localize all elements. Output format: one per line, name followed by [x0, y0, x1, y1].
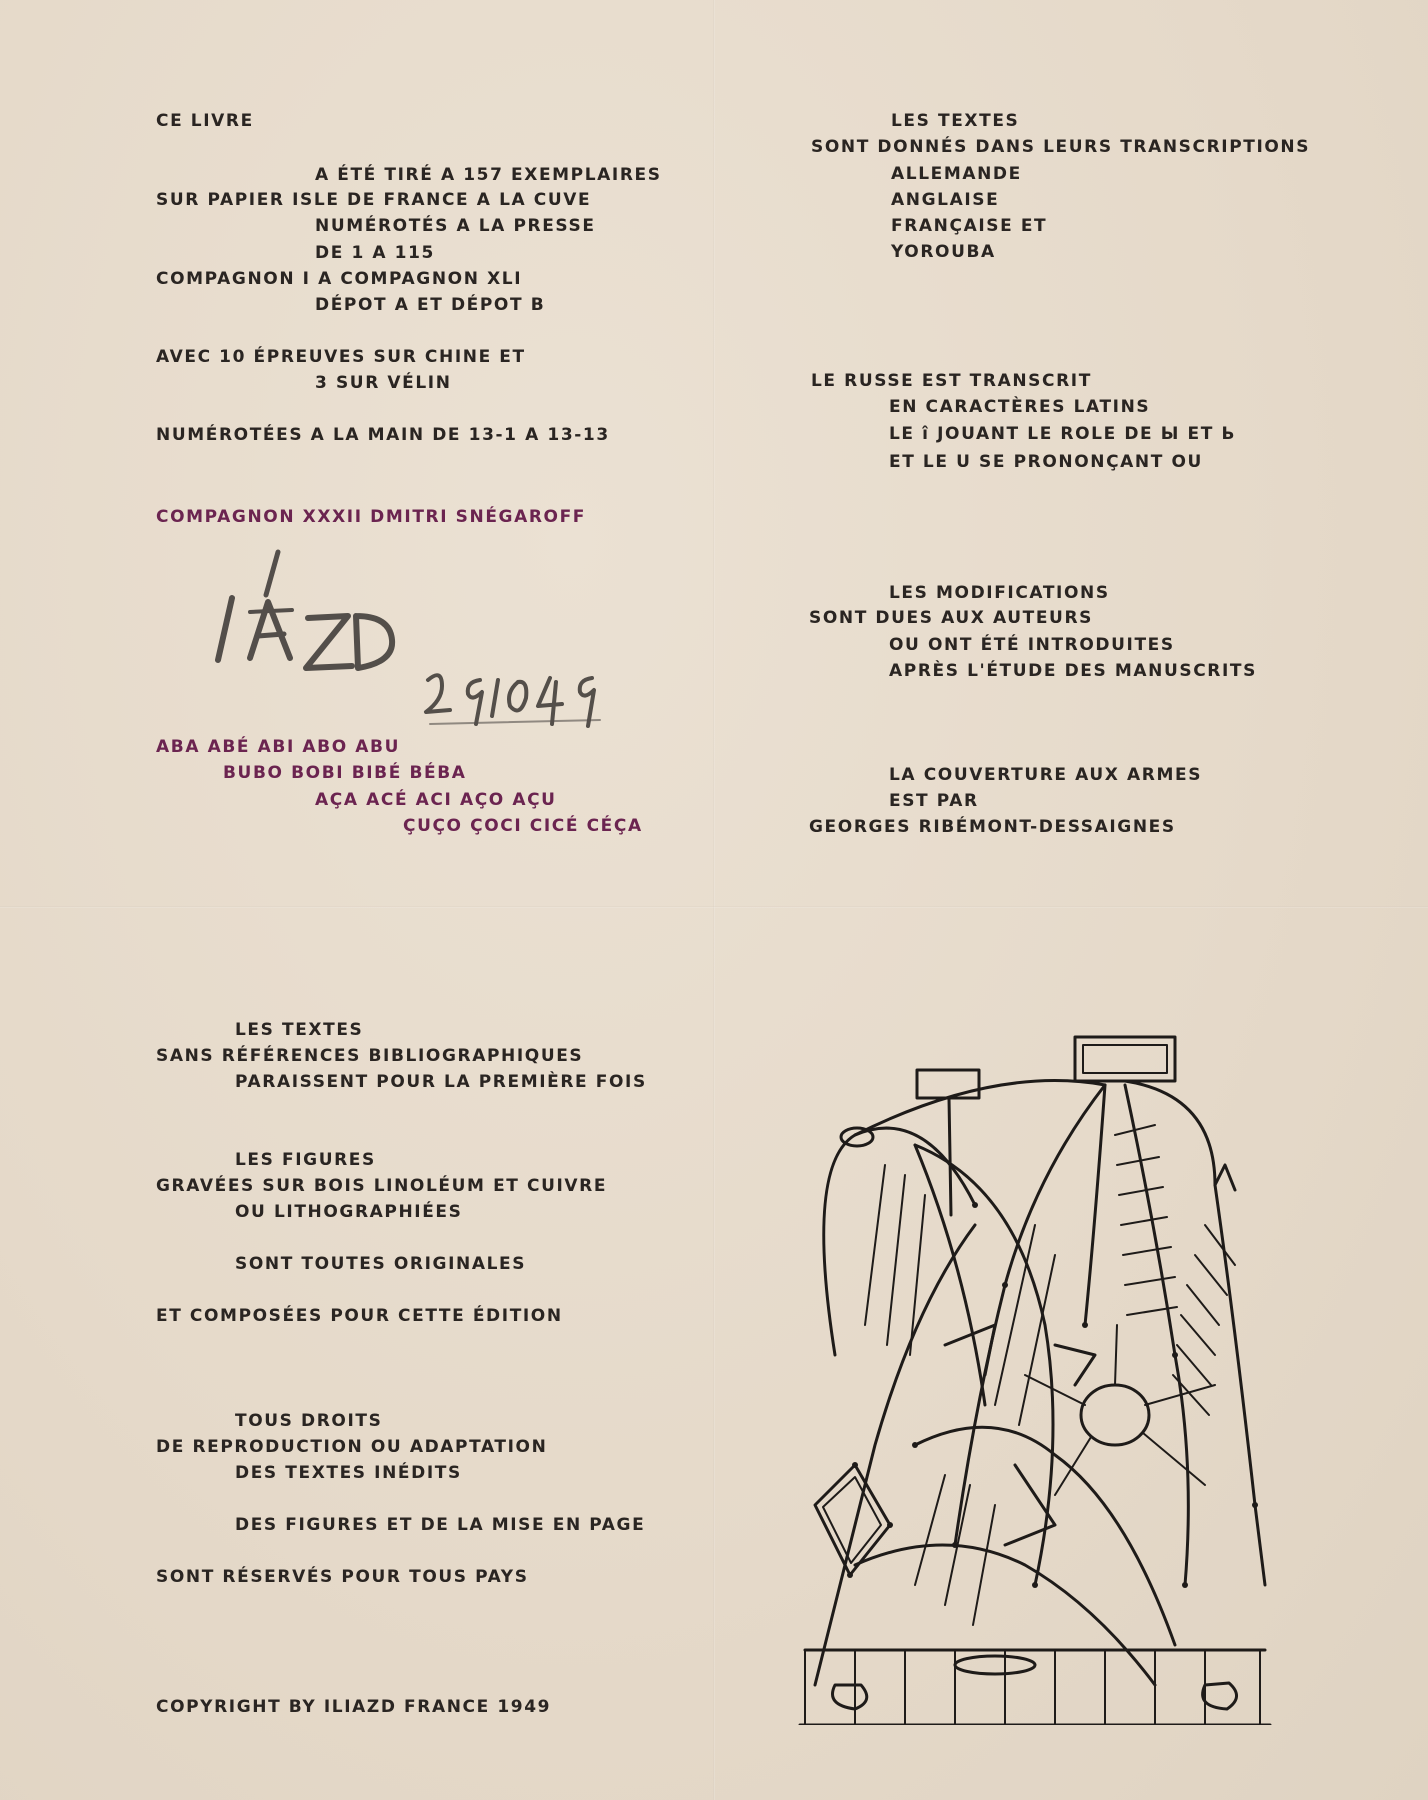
colophon-line: DE 1 A 115 [315, 243, 435, 263]
colophon-line: SONT TOUTES ORIGINALES [235, 1254, 527, 1274]
colophon-line: GEORGES RIBÉMONT-DESSAIGNES [809, 817, 1176, 837]
signature-icon [180, 540, 620, 740]
colophon-line: ANGLAISE [891, 190, 1000, 210]
colophon-line: AVEC 10 ÉPREUVES SUR CHINE ET [156, 347, 526, 367]
colophon-line: APRÈS L'ÉTUDE DES MANUSCRITS [889, 661, 1257, 681]
poem-line: ÇUÇO ÇOCI CICÉ CÉÇA [403, 816, 643, 836]
colophon-line: EST PAR [889, 791, 979, 811]
poem-line: BUBO BOBI BIBÉ BÉBA [223, 763, 467, 783]
colophon-line: LES FIGURES [235, 1150, 376, 1170]
colophon-line: DES TEXTES INÉDITS [235, 1463, 462, 1483]
colophon-line: COMPAGNON I A COMPAGNON XLI [156, 269, 523, 289]
colophon-line: GRAVÉES SUR BOIS LINOLÉUM ET CUIVRE [156, 1176, 608, 1196]
colophon-line: OU ONT ÉTÉ INTRODUITES [889, 635, 1175, 655]
line-drawing-figure-icon [795, 1025, 1275, 1725]
copyright-line: COPYRIGHT BY ILIAZD FRANCE 1949 [156, 1697, 552, 1717]
colophon-line: ALLEMANDE [891, 164, 1022, 184]
colophon-line: SUR PAPIER ISLE DE FRANCE A LA CUVE [156, 190, 592, 210]
colophon-line: LE RUSSE EST TRANSCRIT [811, 371, 1092, 391]
colophon-line: ET LE U SE PRONONÇANT OU [889, 452, 1203, 472]
vertical-fold [713, 0, 715, 1800]
colophon-line: SONT DUES AUX AUTEURS [809, 608, 1093, 628]
colophon-line: A ÉTÉ TIRÉ A 157 EXEMPLAIRES [315, 165, 662, 185]
colophon-line: LES TEXTES [891, 111, 1020, 131]
colophon-line: LA COUVERTURE AUX ARMES [889, 765, 1203, 785]
colophon-line: CE LIVRE [156, 111, 254, 131]
colophon-line: SONT DONNÉS DANS LEURS TRANSCRIPTIONS [811, 137, 1311, 157]
colophon-line: LES TEXTES [235, 1020, 364, 1040]
colophon-line: NUMÉROTÉES A LA MAIN DE 13-1 A 13-13 [156, 425, 610, 445]
colophon-line: LES MODIFICATIONS [889, 583, 1110, 603]
colophon-line: YOROUBA [891, 242, 996, 262]
colophon-line: TOUS DROITS [235, 1411, 383, 1431]
horizontal-fold [0, 906, 1428, 908]
poem-line: AÇA ACÉ ACI AÇO AÇU [315, 790, 557, 810]
colophon-line: SANS RÉFÉRENCES BIBLIOGRAPHIQUES [156, 1046, 584, 1066]
colophon-line: FRANÇAISE ET [891, 216, 1048, 236]
colophon-line: 3 SUR VÉLIN [315, 373, 452, 393]
colophon-line: EN CARACTÈRES LATINS [889, 397, 1151, 417]
edition-note: COMPAGNON XXXII DMITRI SNÉGAROFF [156, 507, 587, 527]
colophon-line: SONT RÉSERVÉS POUR TOUS PAYS [156, 1567, 529, 1587]
poem-line: ABA ABÉ ABI ABO ABU [156, 737, 400, 757]
colophon-line: DÉPOT A ET DÉPOT B [315, 295, 546, 315]
colophon-line: ET COMPOSÉES POUR CETTE ÉDITION [156, 1306, 563, 1326]
colophon-line: DE REPRODUCTION OU ADAPTATION [156, 1437, 548, 1457]
colophon-line: PARAISSENT POUR LA PREMIÈRE FOIS [235, 1072, 647, 1092]
colophon-line: DES FIGURES ET DE LA MISE EN PAGE [235, 1515, 646, 1535]
colophon-line: NUMÉROTÉS A LA PRESSE [315, 216, 596, 236]
colophon-line: LE î JOUANT LE ROLE DE Ы ET Ь [889, 424, 1236, 444]
colophon-line: OU LITHOGRAPHIÉES [235, 1202, 463, 1222]
